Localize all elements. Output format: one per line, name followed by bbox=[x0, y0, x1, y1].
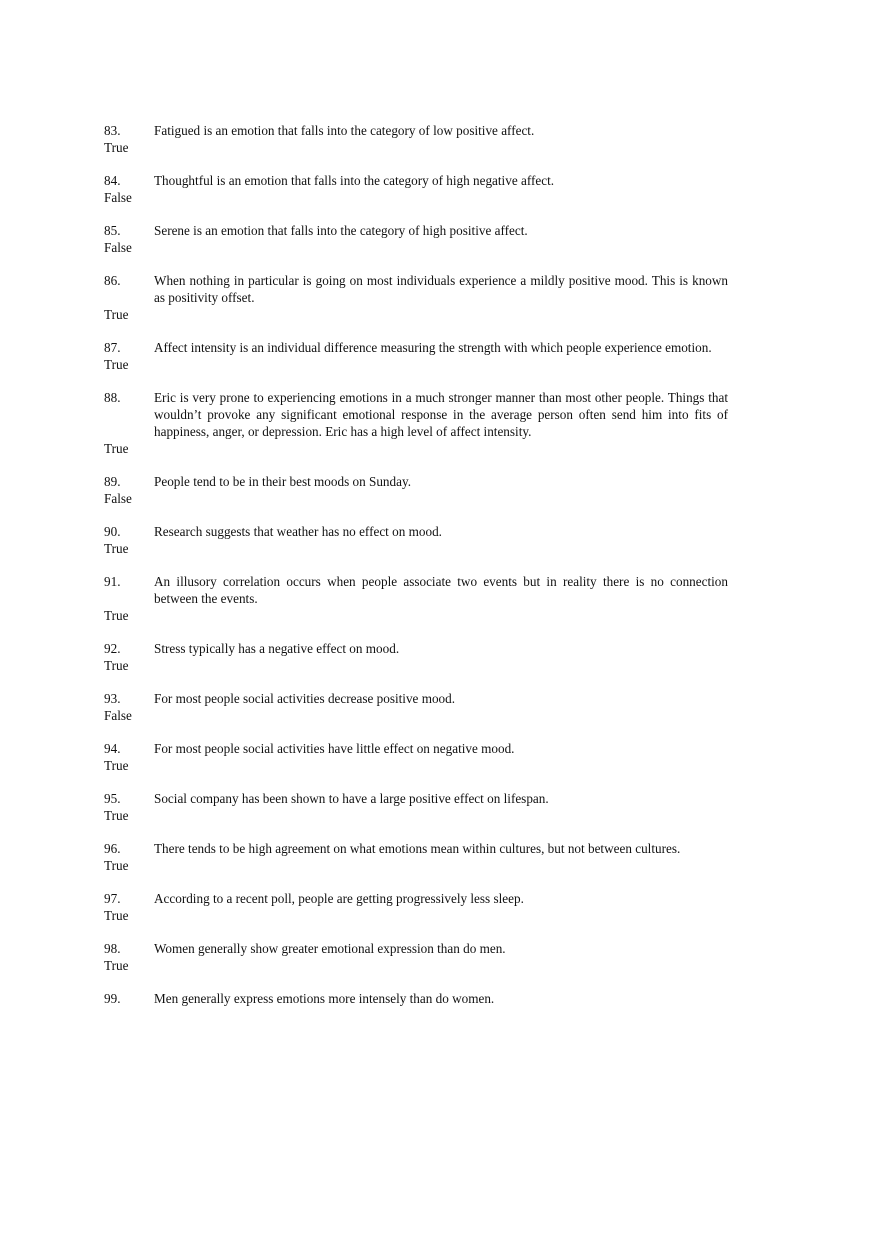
question-item bbox=[104, 790, 728, 824]
question-number: 95. bbox=[104, 791, 121, 806]
question-answer: True bbox=[104, 808, 129, 823]
question-answer: True bbox=[104, 858, 129, 873]
question-text: According to a recent poll, people are getting progressively less sleep. bbox=[154, 891, 524, 906]
question-text: When nothing in particular is going on most individuals experience a mildly positive mood. This is known as positivity offset. bbox=[154, 273, 728, 305]
question-number: 98. bbox=[104, 941, 121, 956]
question-number: 90. bbox=[104, 524, 121, 539]
question-text: Thoughtful is an emotion that falls into the category of high negative affect. bbox=[154, 173, 555, 188]
question-number: 86. bbox=[104, 273, 121, 288]
question-item bbox=[104, 222, 728, 256]
question-item bbox=[104, 473, 728, 507]
question-answer: True bbox=[104, 307, 129, 322]
question-number: 88. bbox=[104, 390, 121, 405]
question-text: Eric is very prone to experiencing emotions in a much stronger manner than most other people. Things that wouldn’t provoke any significant emotional response in the average person often send him into fits of happiness, anger, or depression. Eric has a high level of affect intensity. bbox=[154, 390, 728, 439]
question-answer: True bbox=[104, 958, 129, 973]
question-number: 92. bbox=[104, 641, 121, 656]
question-answer: True bbox=[104, 140, 129, 155]
question-item bbox=[104, 690, 728, 724]
question-answer: True bbox=[104, 908, 129, 923]
question-number: 84. bbox=[104, 173, 121, 188]
question-text: For most people social activities have little effect on negative mood. bbox=[154, 741, 515, 756]
question-text: Social company has been shown to have a large positive effect on lifespan. bbox=[154, 791, 549, 806]
question-text: Research suggests that weather has no effect on mood. bbox=[154, 524, 442, 539]
question-item bbox=[104, 172, 728, 206]
question-answer: True bbox=[104, 441, 129, 456]
question-item bbox=[104, 339, 728, 373]
question-number: 89. bbox=[104, 474, 121, 489]
question-answer: True bbox=[104, 758, 129, 773]
question-item bbox=[104, 389, 728, 457]
question-number: 83. bbox=[104, 123, 121, 138]
question-number: 91. bbox=[104, 574, 121, 589]
question-answer: False bbox=[104, 491, 132, 506]
question-number: 97. bbox=[104, 891, 121, 906]
question-number: 96. bbox=[104, 841, 121, 856]
question-number: 93. bbox=[104, 691, 121, 706]
question-answer: False bbox=[104, 708, 132, 723]
question-text: Men generally express emotions more intensely than do women. bbox=[154, 991, 495, 1006]
question-item bbox=[104, 940, 728, 974]
question-answer: True bbox=[104, 658, 129, 673]
question-item bbox=[104, 122, 728, 156]
question-item bbox=[104, 990, 728, 1007]
question-number: 94. bbox=[104, 741, 121, 756]
question-answer: True bbox=[104, 541, 129, 556]
question-text: There tends to be high agreement on what emotions mean within cultures, but not between cultures. bbox=[154, 841, 681, 856]
question-number: 99. bbox=[104, 991, 121, 1006]
question-item bbox=[104, 272, 728, 323]
question-text: Women generally show greater emotional expression than do men. bbox=[154, 941, 506, 956]
question-text: Affect intensity is an individual difference measuring the strength with which people experience emotion. bbox=[154, 340, 712, 355]
question-answer: True bbox=[104, 608, 129, 623]
question-answer: False bbox=[104, 240, 132, 255]
question-number: 85. bbox=[104, 223, 121, 238]
question-item bbox=[104, 523, 728, 557]
question-answer: False bbox=[104, 190, 132, 205]
question-text: An illusory correlation occurs when people associate two events but in reality there is no connection between the events. bbox=[154, 574, 728, 606]
question-item bbox=[104, 640, 728, 674]
question-number: 87. bbox=[104, 340, 121, 355]
question-text: People tend to be in their best moods on Sunday. bbox=[154, 474, 412, 489]
question-item bbox=[104, 840, 728, 874]
question-item bbox=[104, 573, 728, 624]
question-text: Serene is an emotion that falls into the category of high positive affect. bbox=[154, 223, 528, 238]
question-text: Stress typically has a negative effect on mood. bbox=[154, 641, 400, 656]
question-item bbox=[104, 740, 728, 774]
question-list bbox=[104, 122, 728, 1023]
question-text: For most people social activities decrease positive mood. bbox=[154, 691, 456, 706]
question-item bbox=[104, 890, 728, 924]
question-answer: True bbox=[104, 357, 129, 372]
question-text: Fatigued is an emotion that falls into the category of low positive affect. bbox=[154, 123, 535, 138]
